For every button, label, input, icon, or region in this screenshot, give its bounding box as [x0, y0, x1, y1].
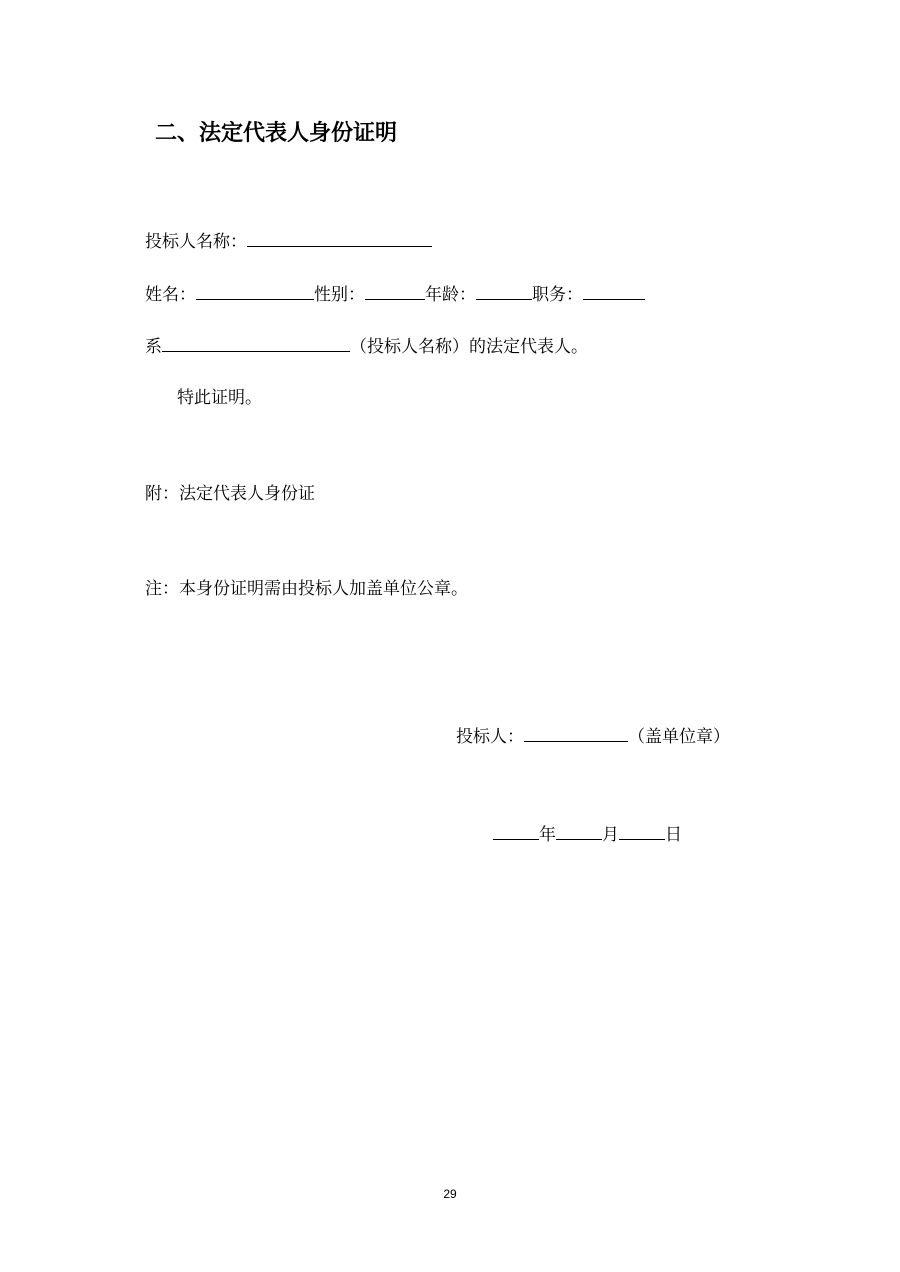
- attachment-text: 附：法定代表人身份证: [145, 484, 315, 504]
- year-label: 年: [539, 825, 556, 845]
- gender-blank[interactable]: [365, 283, 425, 300]
- certify-text: 特此证明。: [177, 388, 262, 408]
- day-blank[interactable]: [619, 823, 665, 840]
- signature-row: [456, 725, 730, 749]
- bidder-name-blank[interactable]: [247, 230, 432, 247]
- page-number: 29: [443, 1187, 457, 1201]
- gender-label: 性别：: [314, 285, 365, 305]
- relation-row: [145, 335, 588, 359]
- age-label: 年龄：: [425, 285, 476, 305]
- date-row: [493, 823, 682, 847]
- relation-prefix: 系: [145, 337, 162, 357]
- seal-text: （盖单位章）: [628, 727, 730, 747]
- age-blank[interactable]: [476, 283, 532, 300]
- bidder-signature-blank[interactable]: [524, 725, 628, 742]
- month-label: 月: [602, 825, 619, 845]
- position-blank[interactable]: [583, 283, 645, 300]
- bidder-signature-label: 投标人：: [456, 727, 524, 747]
- note-text: 注：本身份证明需由投标人加盖单位公章。: [145, 579, 468, 599]
- position-label: 职务：: [532, 285, 583, 305]
- page-title: 二、法定代表人身份证明: [155, 121, 398, 146]
- name-blank[interactable]: [196, 283, 314, 300]
- bidder-name-label: 投标人名称：: [145, 232, 247, 252]
- personal-info-row: [145, 283, 645, 307]
- year-blank[interactable]: [493, 823, 539, 840]
- bidder-name-row: [145, 230, 432, 254]
- day-label: 日: [665, 825, 682, 845]
- relation-blank[interactable]: [162, 335, 350, 352]
- month-blank[interactable]: [556, 823, 602, 840]
- name-label: 姓名：: [145, 285, 196, 305]
- relation-suffix: （投标人名称）的法定代表人。: [350, 337, 588, 357]
